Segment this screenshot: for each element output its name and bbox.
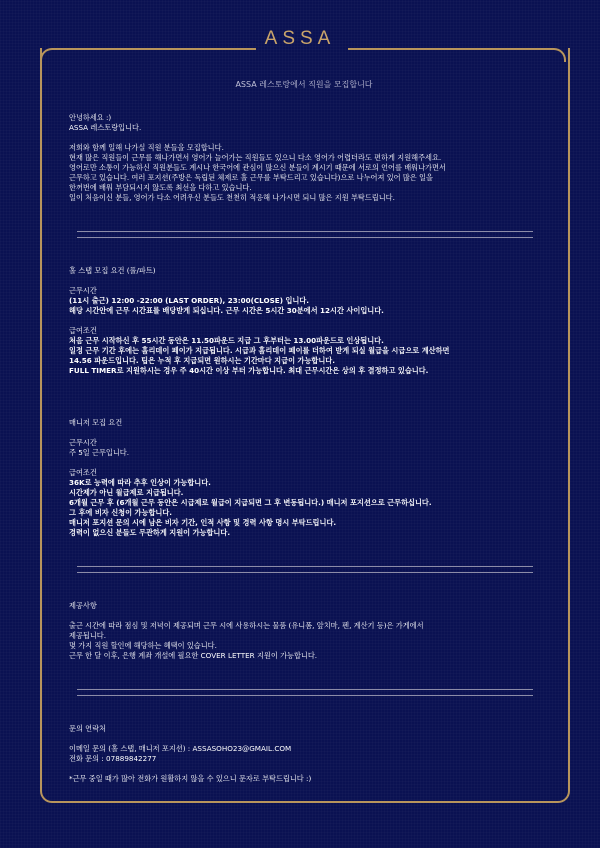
section-divider bbox=[77, 689, 533, 696]
benefits-section bbox=[69, 601, 539, 661]
contact-phone: 전화 문의 : 07889842277 bbox=[69, 754, 157, 763]
manager-hours-body: 주 5일 근무입니다. bbox=[69, 448, 130, 457]
benefits-title: 제공사항 bbox=[69, 601, 97, 610]
contact-note: *근무 중일 때가 많아 전화가 원활하지 않을 수 있으니 문자로 부탁드립니다 :) bbox=[69, 774, 312, 783]
manager-title: 매니저 모집 요건 bbox=[69, 418, 123, 427]
manager-section bbox=[69, 418, 539, 538]
contact-section bbox=[69, 724, 539, 784]
intro-body: 저희와 함께 일해 나가실 직원 분들을 모집합니다. 현재 많은 직원들이 근무를 해나가면서 영어가 늘어가는 직원들도 있으니 다소 영어가 어렵더라도 편하게 지원해주세요. 영어로만 소통이 가능하신 직원분들도 계시나 한국어에 관심이 많으신 분들이 계시기 때문에 서로의 언어를 배워나가면서 근무하고 있습니다. 여러 포지션(주방은 독립된 체제로 홀 근무를 부탁드리고 있습니다)으로 나누어져 있어 많은 일을 한꺼번에 배워 부담되시지 않도록 최선을 다하고 있습니다. 일이 처음이신 분들, 영어가 다소 어려우신 분들도 천천히 적응해 나가시면 되니 많은 지원 부탁드립니다. bbox=[69, 143, 446, 202]
contact-title: 문의 연락처 bbox=[69, 724, 107, 733]
restaurant-name-line: ASSA 레스토랑입니다. bbox=[69, 123, 142, 132]
intro-section bbox=[69, 113, 539, 203]
hall-hours-title: 근무시간 bbox=[69, 286, 97, 295]
manager-pay-body: 36K로 능력에 따라 추후 인상이 가능합니다. 시간제가 아닌 월급제로 지급됩니다. 6개월 근무 후 (6개월 근무 동안은 시급제로 월급이 지급되면 그 후 변동됩니다.) 매니저 포지션으로 근무하십니다. 그 후에 비자 신청이 가능합니다. 매니저 포지션 문의 시에 남은 비자 기간, 인적 사항 및 경력 사항 명시 부탁드립니다. 경력이 없으신 분들도 무관하게 지원이 가능합니다. bbox=[69, 478, 432, 537]
page-title: ASSA 레스토랑에서 직원을 모집합니다 bbox=[235, 80, 373, 89]
hall-pay-body: 처음 근무 시작하신 후 55시간 동안은 11.50파운드 지급 그 후부터는 13.00파운드로 인상됩니다. 일정 근무 기간 후에는 홀리데이 페이가 지급됩니다. 시급과 홀리데이 페이를 더하여 받게 되실 월급을 시급으로 계산하면 14.56 파운드입니다. 팁은 누적 후 지급되면 원하시는 기간마다 지급이 가능합니다. FULL TIMER로 지원하시는 경우 주 40시간 이상 부터 가능합니다. 최대 근무시간은 상의 후 결정하고 있습니다. bbox=[69, 336, 450, 375]
section-divider bbox=[77, 231, 533, 238]
section-divider bbox=[77, 566, 533, 573]
hall-hours-body: (11시 출근) 12:00 -22:00 (LAST ORDER), 23:00(CLOSE) 입니다. 해당 시간안에 근무 시간표를 배당받게 되십니다. 근무 시간은 5시간 30분에서 12시간 사이입니다. bbox=[69, 296, 384, 315]
benefits-body: 출근 시간에 따라 점심 및 저녁이 제공되며 근무 시에 사용하시는 물품 (유니폼, 앞치마, 펜, 계산기 등)은 가게에서 제공됩니다. 몇 가지 직원 할인에 해당하는 혜택이 있습니다. 근무 한 달 이후, 은행 계좌 개설에 필요한 COVER LETTER 지원이 가능합니다. bbox=[69, 621, 424, 660]
manager-pay-title: 급여조건 bbox=[69, 468, 97, 477]
document-body bbox=[69, 80, 539, 784]
hall-pay-title: 급여조건 bbox=[69, 326, 97, 335]
hall-staff-title: 홀 스탭 모집 요건 (풀/파트) bbox=[69, 266, 156, 275]
brand-logo: ASSA bbox=[264, 28, 336, 49]
frame-corner-right bbox=[348, 48, 566, 62]
greeting: 안녕하세요 :) bbox=[69, 113, 112, 122]
frame-corner-left bbox=[40, 48, 256, 62]
contact-email: 이메일 문의 (홀 스탭, 매니저 포지션) : ASSASOHO23@GMAIL.COM bbox=[69, 744, 292, 753]
manager-hours-title: 근무시간 bbox=[69, 438, 97, 447]
hall-staff-section bbox=[69, 266, 539, 376]
